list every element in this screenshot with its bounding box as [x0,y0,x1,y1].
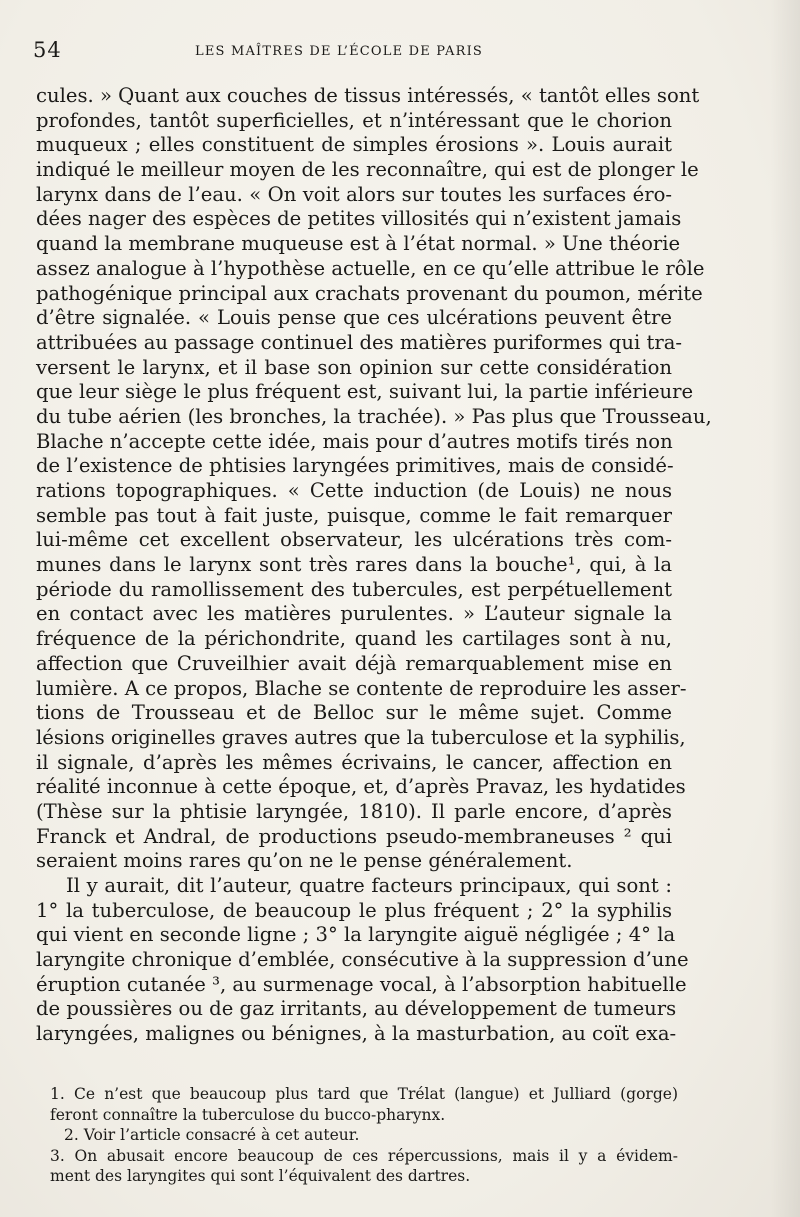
text-line: versent le larynx, et il base son opinion sur cette considération [36,355,672,379]
text-line: attribuées au passage continuel des matières puriformes qui tra- [36,330,683,354]
text-line: lui-même cet excellent observateur, les ulcérations très com- [36,528,672,552]
text-line: que leur siège le plus fréquent est, suivant lui, la partie inférieure [36,380,694,404]
text-line: affection que Cruveilhier avait déjà remarquablement mise en [36,651,672,675]
text-line: assez analogue à l’hypothèse actuelle, en ce qu’elle attribue le rôle [36,256,705,280]
running-head: LES MAÎTRES DE L’ÉCOLE DE PARIS [195,44,484,59]
text-line: de l’existence de phtisies laryngées primitives, mais de considé- [36,454,674,478]
footnote-line: 3. On abusait encore beaucoup de ces répercussions, mais il y a évidem- [50,1146,678,1165]
text-line: Blache n’accepte cette idée, mais pour d’autres motifs tirés non [36,429,673,453]
text-line: dées nager des espèces de petites villosités qui n’existent jamais [36,207,682,231]
page-header [33,38,673,68]
text-line: cules. » Quant aux couches de tissus intéressés, « tantôt elles sont [36,84,700,107]
text-line: (Thèse sur la phtisie laryngée, 1810). Il parle encore, d’après [36,799,672,823]
text-line: larynx dans de l’eau. « On voit alors sur toutes les surfaces éro- [36,182,672,206]
text-line: lésions originelles graves autres que la tuberculose et la syphilis, [36,725,686,749]
footnote-line: feront connaître la tuberculose du bucco-pharynx. [50,1105,446,1124]
text-line: seraient moins rares qu’on ne le pense généralement. [36,849,573,873]
text-line: semble pas tout à fait juste, puisque, comme le fait remarquer [36,503,672,527]
body-text [36,84,712,1047]
footnotes [50,1084,678,1187]
text-line: d’être signalée. « Louis pense que ces ulcérations peuvent être [36,306,672,330]
text-line: laryngées, malignes ou bénignes, à la masturbation, au coït exa- [36,1022,677,1046]
footnote-line: 2. Voir l’article consacré à cet auteur. [64,1126,360,1144]
page-edge-shadow [770,0,800,1217]
text-line: fréquence de la périchondrite, quand les cartilages sont à nu, [36,627,672,651]
text-line: pathogénique principal aux crachats provenant du poumon, mérite [36,281,703,305]
text-line: de poussières ou de gaz irritants, au développement de tumeurs [36,997,677,1021]
text-line: en contact avec les matières purulentes. » L’auteur signale la [36,602,672,626]
text-line: lumière. A ce propos, Blache se contente de reproduire les asser- [36,676,687,700]
text-line: réalité inconnue à cette époque, et, d’après Pravaz, les hydatides [36,775,686,799]
text-line: quand la membrane muqueuse est à l’état normal. » Une théorie [36,232,681,256]
text-line: période du ramollissement des tubercules, est perpétuellement [36,577,672,601]
text-line: qui vient en seconde ligne ; 3° la laryngite aiguë négligée ; 4° la [36,923,676,947]
text-line: indiqué le meilleur moyen de les reconnaître, qui est de plonger le [36,158,699,182]
text-line: laryngite chronique d’emblée, consécutive à la suppression d’une [36,948,689,972]
text-line: profondes, tantôt superficielles, et n’intéressant que le chorion [36,108,672,132]
text-line: il signale, d’après les mêmes écrivains, le cancer, affection en [36,750,672,774]
text-line: tions de Trousseau et de Belloc sur le même sujet. Comme [36,701,672,725]
text-line: rations topographiques. « Cette induction (de Louis) ne nous [36,479,672,502]
page-number: 54 [33,38,62,62]
footnote-line: 1. Ce n’est que beaucoup plus tard que Trélat (langue) et Julliard (gorge) [50,1085,678,1103]
text-line: du tube aérien (les bronches, la trachée). » Pas plus que Trousseau, [36,404,712,428]
text-line: Il y aurait, dit l’auteur, quatre facteurs principaux, qui sont : [66,874,672,897]
text-line: Franck et Andral, de productions pseudo-membraneuses ² qui [36,824,672,848]
text-line: munes dans le larynx sont très rares dans la bouche¹, qui, à la [36,553,672,577]
text-line: muqueux ; elles constituent de simples érosions ». Louis aurait [36,133,672,157]
text-line: 1° la tuberculose, de beaucoup le plus fréquent ; 2° la syphilis [36,898,672,922]
text-line: éruption cutanée ³, au surmenage vocal, à l’absorption habituelle [36,972,687,996]
footnote-line: ment des laryngites qui sont l’équivalent des dartres. [50,1167,471,1185]
